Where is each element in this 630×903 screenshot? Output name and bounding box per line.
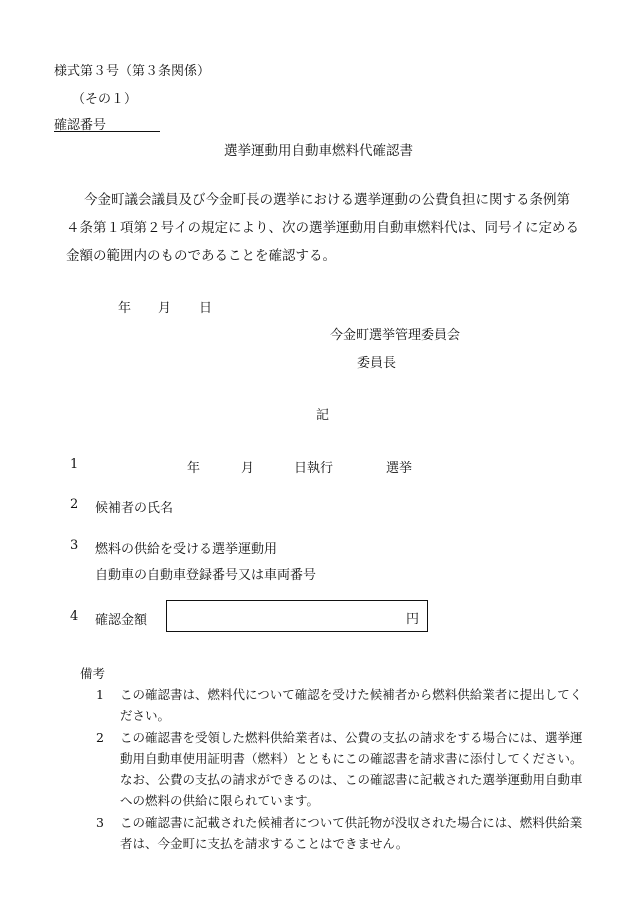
confirmed-amount-box — [166, 600, 428, 632]
note-item — [96, 727, 586, 811]
yen-unit: 円 — [405, 612, 419, 627]
confirmation-number-label: 確認番号 — [54, 118, 107, 133]
item1-election: 選挙 — [386, 461, 413, 476]
notes-heading: 備考 — [80, 666, 106, 681]
note-number: 1 — [96, 687, 104, 702]
date-day: 日 — [199, 301, 213, 316]
body-paragraph — [66, 186, 581, 270]
note-text: この確認書を受領した燃料供給業者は、公費の支払の請求をする場合には、選挙運動用自動車使用証明書（燃料）とともにこの確認書を請求書に添付してください。なお、公費の支払の請求ができるのは、この確認書に記載された選挙運動用自動車への燃料の供給に限られています。 — [120, 730, 583, 808]
item3-label-line2: 自動車の自動車登録番号又は車両番号 — [95, 568, 317, 583]
item3-label-line1: 燃料の供給を受ける選挙運動用 — [95, 542, 278, 557]
date-year: 年 — [118, 301, 132, 316]
item1-month: 月 — [241, 461, 255, 476]
note-number: 2 — [96, 730, 104, 745]
item4-label: 確認金額 — [95, 613, 148, 628]
document-title: 選挙運動用自動車燃料代確認書 — [224, 143, 413, 159]
item1-year: 年 — [187, 461, 201, 476]
item1-number: 1 — [70, 457, 79, 472]
note-text: この確認書に記載された候補者について供託物が没収された場合には、燃料供給業者は、今金町に支払を請求することはできません。 — [120, 815, 583, 851]
issuer-organization: 今金町選挙管理委員会 — [330, 328, 461, 343]
confirmation-number-field — [54, 114, 160, 132]
note-number: 3 — [96, 815, 104, 830]
date-month: 月 — [158, 301, 172, 316]
form-number: 様式第３号（第３条関係） — [54, 64, 211, 79]
note-item — [96, 684, 586, 726]
issuer-position: 委員長 — [357, 356, 397, 371]
sub-number: （その１） — [72, 92, 138, 107]
body-text: 今金町議会議員及び今金町長の選挙における選挙運動の公費負担に関する条例第４条第１項第２号イの規定により、次の選挙運動用自動車燃料代は、同号イに定める金額の範囲内のものであることを確認する。 — [66, 192, 579, 264]
item1-day: 日執行 — [294, 461, 334, 476]
ki-marker: 記 — [316, 408, 330, 423]
note-text: この確認書は、燃料代について確認を受けた候補者から燃料供給業者に提出してください。 — [120, 687, 583, 723]
item3-number: 3 — [70, 538, 79, 553]
item2-label: 候補者の氏名 — [95, 501, 174, 516]
item2-number: 2 — [70, 497, 79, 512]
item4-number: 4 — [70, 609, 79, 624]
note-item — [96, 812, 586, 854]
